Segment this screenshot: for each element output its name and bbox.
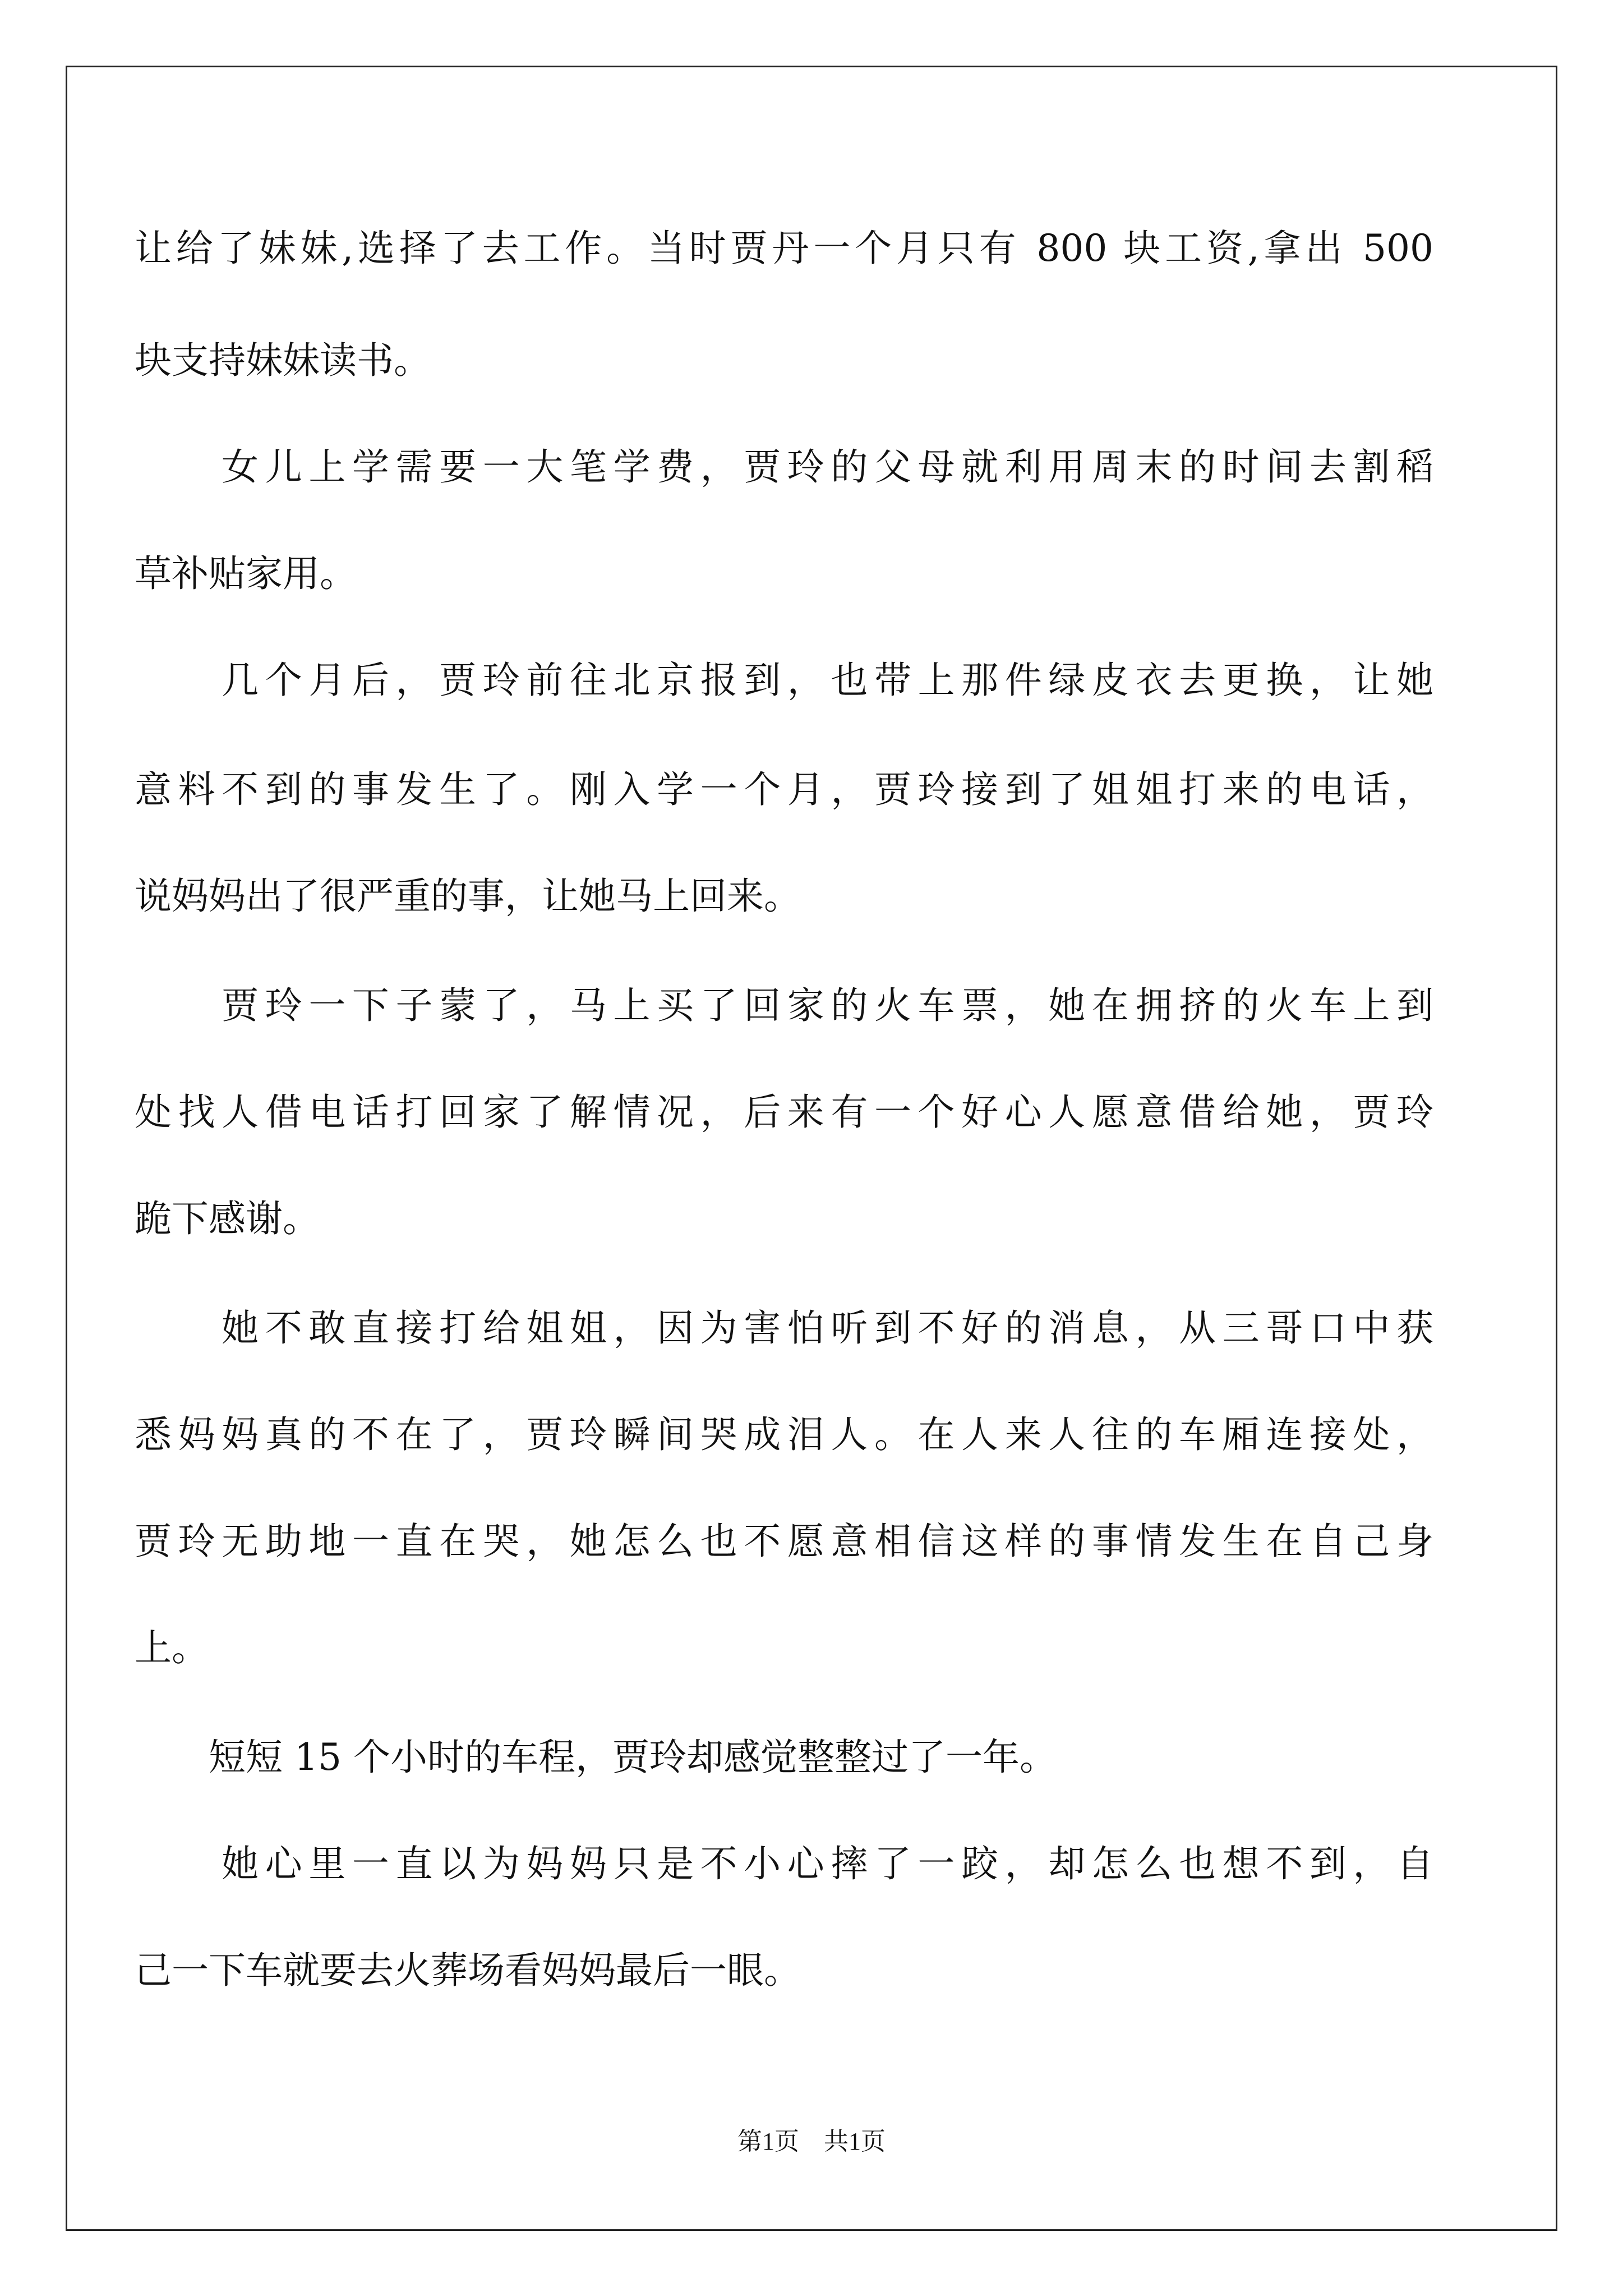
text-line: 让给了妹妹,选择了去工作。当时贾丹一个月只有 800 块工资,拿出 500 — [135, 227, 1433, 270]
text-line: 短短 15 个小时的车程，贾玲却感觉整整过了一年。 — [135, 1736, 1057, 1779]
text-line: 女儿上学需要一大笔学费，贾玲的父母就利用周末的时间去割稻 — [135, 445, 1433, 489]
page-border — [66, 66, 1557, 2231]
text-line: 她不敢直接打给姐姐，因为害怕听到不好的消息，从三哥口中获 — [135, 1306, 1433, 1350]
text-line: 草补贴家用。 — [135, 552, 357, 595]
page-number-footer: 第1页 共1页 — [737, 2128, 886, 2155]
text-line: 悉妈妈真的不在了，贾玲瞬间哭成泪人。在人来人往的车厢连接处， — [135, 1413, 1433, 1456]
text-line: 块支持妹妹读书。 — [135, 339, 431, 382]
text-line: 跪下感谢。 — [135, 1197, 320, 1240]
text-line: 贾玲一下子蒙了，马上买了回家的火车票，她在拥挤的火车上到 — [135, 984, 1433, 1027]
text-line: 她心里一直以为妈妈只是不小心摔了一跤，却怎么也想不到，自 — [135, 1842, 1433, 1885]
text-line: 几个月后，贾玲前往北京报到，也带上那件绿皮衣去更换，让她 — [135, 659, 1433, 702]
text-line: 意料不到的事发生了。刚入学一个月，贾玲接到了姐姐打来的电话， — [135, 768, 1433, 811]
text-line: 贾玲无助地一直在哭，她怎么也不愿意相信这样的事情发生在自己身 — [135, 1520, 1433, 1563]
text-line: 处找人借电话打回家了解情况，后来有一个好心人愿意借给她，贾玲 — [135, 1091, 1433, 1134]
text-line: 己一下车就要去火葬场看妈妈最后一眼。 — [135, 1949, 801, 1992]
text-line: 说妈妈出了很严重的事，让她马上回来。 — [135, 875, 801, 918]
text-line: 上。 — [135, 1626, 209, 1669]
